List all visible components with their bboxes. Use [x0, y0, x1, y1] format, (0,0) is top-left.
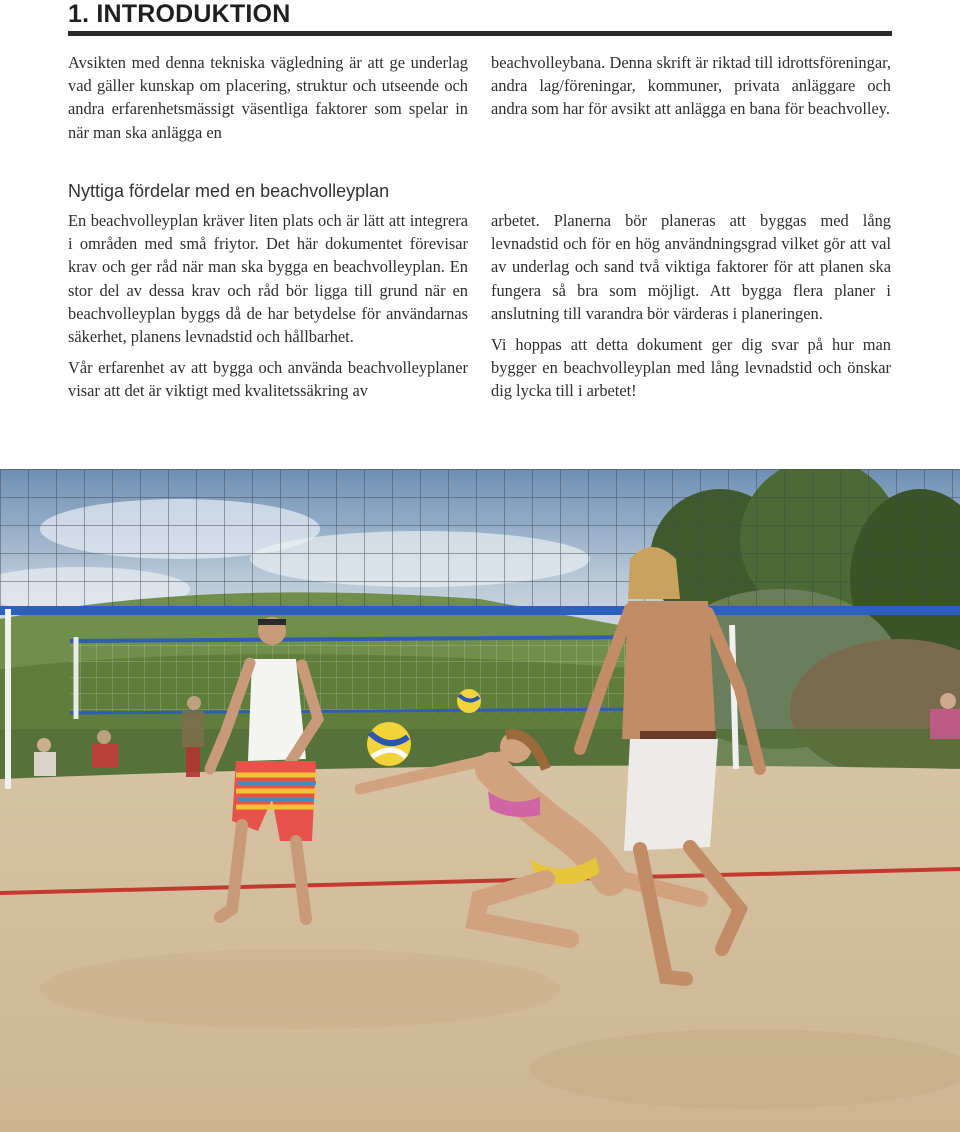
intro-paragraph-left: Avsikten med denna tekniska vägledning är att ge underlag vad gäller kunskap om placering, struktur och utseende och andra erfarenhetsmässigt väsentliga faktorer som spelar in när man ska anlägga en	[68, 53, 468, 142]
net-band	[0, 606, 960, 615]
beach-volleyball-photo	[0, 469, 960, 1132]
section-right-paragraph-1: arbetet. Planerna bör planeras att byggas med lång levnadstid och för en hög användningsgrad vilket gör att val av underlag och sand två viktiga faktorer för att planen ska fungera så bra som möjligt. Att bygga flera planer i anslutning till varandra bör värderas i planeringen.	[491, 211, 891, 323]
volleyball-near	[367, 722, 411, 766]
section-left-paragraph-1: En beachvolleyplan kräver liten plats och är lätt att integrera i områden med små friytor. Det här dokumentet förevisar krav och ger råd när man ska bygga en beachvolleyplan. En stor del av dessa krav och råd bör ligga till grund när en beachvolleyplan byggs då de har betydelse för användarnas säkerhet, planens levnadstid och hållbarhet.	[68, 211, 468, 347]
intro-column-left	[68, 51, 468, 152]
intro-column-right	[491, 51, 891, 129]
volleyball-far	[457, 689, 481, 713]
page-heading: 1. INTRODUKTION	[68, 0, 291, 28]
section-column-left	[68, 209, 468, 411]
section-right-paragraph-2: Vi hoppas att detta dokument ger dig svar på hur man bygger en beachvolleyplan med lång levnadstid och önskar dig lycka till i arbetet!	[491, 335, 891, 401]
section-left-paragraph-2: Vår erfarenhet av att bygga och använda beachvolleyplaner visar att det är viktigt med kvalitetssäkring av	[68, 358, 468, 401]
section-title: Nyttiga fördelar med en beachvolleyplan	[68, 181, 390, 201]
volleyball-net	[0, 469, 960, 611]
heading-rule	[68, 31, 892, 36]
intro-paragraph-right: beachvolleybana. Denna skrift är riktad till idrottsföreningar, andra lag/föreningar, kommuner, privata anläggare och andra som har för avsikt att anlägga en bana för beachvolley.	[491, 53, 891, 119]
section-column-right	[491, 209, 891, 411]
